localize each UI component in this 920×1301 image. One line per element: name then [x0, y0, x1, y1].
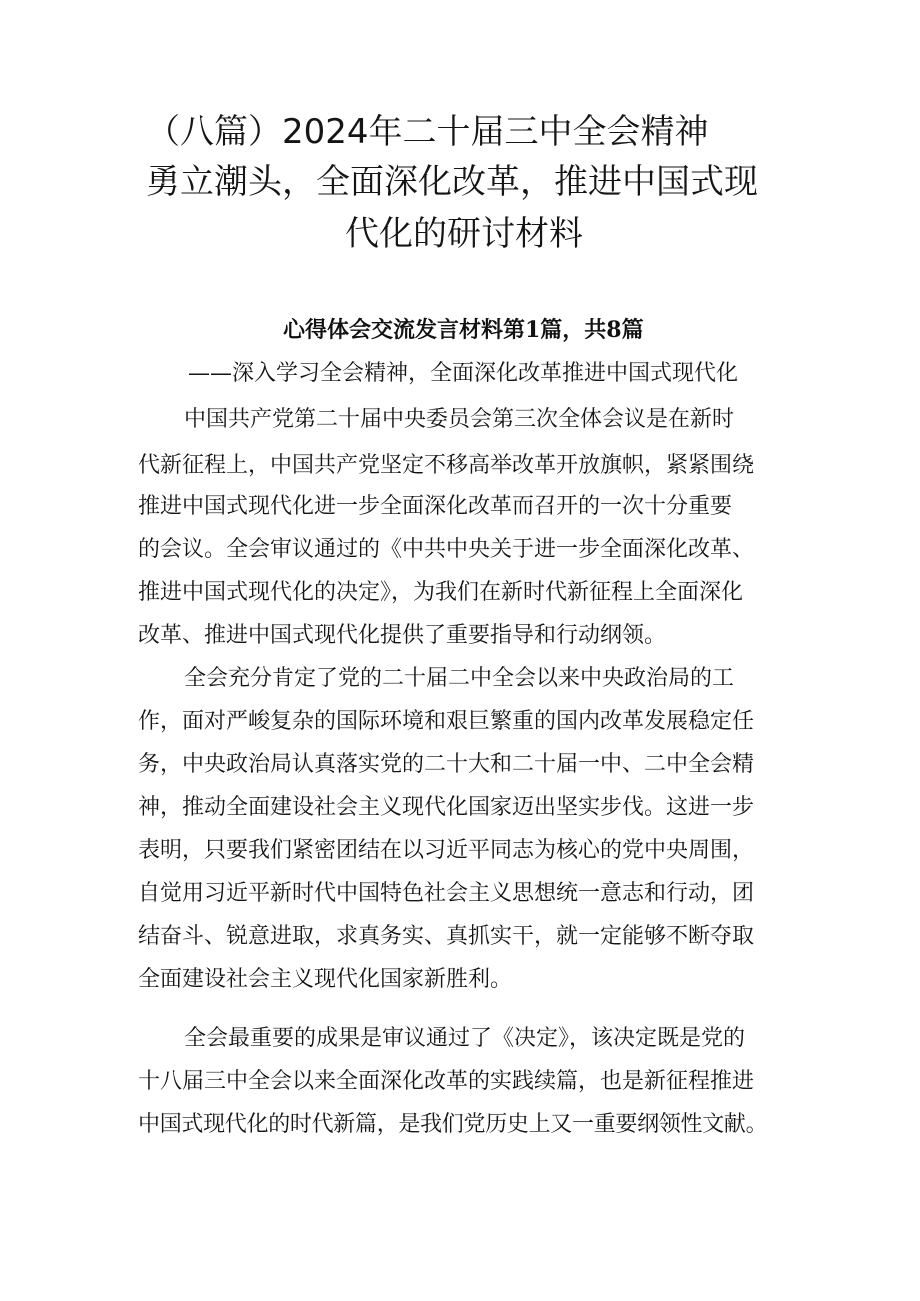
paragraph-2-line: 自觉用习近平新时代中国特色社会主义思想统一意志和行动，团 — [138, 881, 755, 906]
paragraph-3-line: 全会最重要的成果是审议通过了《决定》，该决定既是党的 — [184, 1026, 746, 1051]
paragraph-3-line: 中国式现代化的时代新篇，是我们党历史上又一重要纲领性文献。 — [138, 1112, 768, 1137]
paragraph-1-line: 的会议。全会审议通过的《中共中央关于进一步全面深化改革、 — [138, 537, 755, 562]
paragraph-2-line: 表明，只要我们紧密团结在以习近平同志为核心的党中央周围， — [138, 838, 755, 863]
paragraph-1-line: 推进中国式现代化的决定》，为我们在新时代新征程上全面深化 — [138, 580, 744, 605]
paragraph-2-line: 全会充分肯定了党的二十届二中全会以来中央政治局的工 — [184, 666, 735, 691]
paragraph-2-line: 神，推动全面建设社会主义现代化国家迈出坚实步伐。这进一步 — [138, 795, 755, 820]
paragraph-1-line: 改革、推进中国式现代化提供了重要指导和行动纲领。 — [138, 623, 667, 648]
subheading: ——深入学习全会精神，全面深化改革推进中国式现代化 — [188, 361, 739, 386]
paragraph-2-line: 全面建设社会主义现代化国家新胜利。 — [138, 967, 513, 992]
paragraph-2-line: 务，中央政治局认真落实党的二十大和二十届一中、二中全会精 — [138, 752, 755, 777]
paragraph-2-line: 结奋斗、锐意进取，求真务实、真抓实干，就一定能够不断夺取 — [138, 924, 755, 949]
title-line-3: 代化的研讨材料 — [345, 214, 583, 254]
subtitle: 心得体会交流发言材料第1篇，共8篇 — [283, 317, 644, 343]
title-line-2: 勇立潮头，全面深化改革，推进中国式现 — [146, 162, 758, 202]
paragraph-3-line: 十八届三中全会以来全面深化改革的实践续篇，也是新征程推进 — [138, 1069, 755, 1094]
paragraph-1-line: 推进中国式现代化进一步全面深化改革而召开的一次十分重要 — [138, 494, 733, 519]
paragraph-1-line: 代新征程上，中国共产党坚定不移高举改革开放旗帜，紧紧围绕 — [138, 453, 755, 478]
title-line-1: （八篇）2024年二十届三中全会精神 — [146, 112, 709, 152]
paragraph-2-line: 作，面对严峻复杂的国际环境和艰巨繁重的国内改革发展稳定任 — [138, 709, 755, 734]
paragraph-1-line: 中国共产党第二十届中央委员会第三次全体会议是在新时 — [184, 407, 735, 432]
